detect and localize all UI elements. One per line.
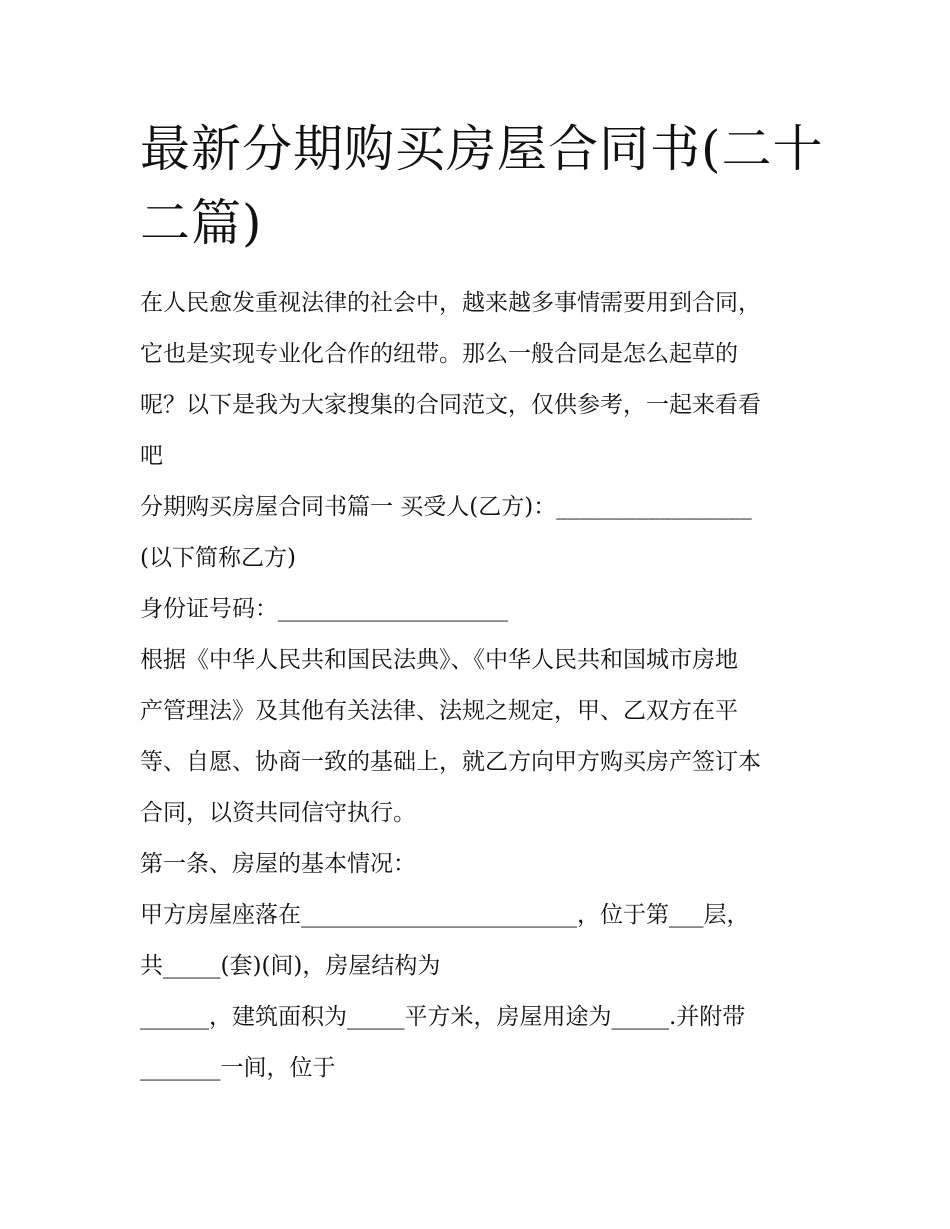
buyer-line: 分期购买房屋合同书篇一 买受人(乙方)：_________________ [140, 494, 752, 520]
document-body [140, 278, 830, 1094]
title-line-2: 二篇) [140, 194, 263, 252]
property-location-line: 甲方房屋座落在________________________，位于第___层， [140, 902, 750, 928]
document-title [140, 112, 830, 260]
article-one-heading: 第一条、房屋的基本情况： [140, 851, 416, 877]
intro-line-4: 吧 [140, 443, 163, 469]
property-area-line: ______，建筑面积为_____平方米，房屋用途为_____.并附带 [140, 1004, 746, 1030]
legal-basis-line-1: 根据《中华人民共和国民法典》、《中华人民共和国城市房地 [140, 647, 738, 673]
intro-line-1: 在人民愈发重视法律的社会中，越来越多事情需要用到合同， [140, 290, 761, 316]
property-units-line: 共_____(套)(间)，房屋结构为 [140, 953, 441, 979]
legal-basis-line-2: 产管理法》及其他有关法律、法规之规定，甲、乙双方在平 [140, 698, 738, 724]
property-annex-line: _______一间，位于 [140, 1055, 336, 1081]
legal-basis-line-3: 等、自愿、协商一致的基础上，就乙方向甲方购买房产签订本 [140, 749, 761, 775]
intro-line-3: 呢？以下是我为大家搜集的合同范文，仅供参考，一起来看看 [140, 392, 761, 418]
id-number-line: 身份证号码：____________________ [140, 596, 508, 622]
title-line-1: 最新分期购买房屋合同书(二十 [140, 120, 824, 178]
buyer-abbrev-line: (以下简称乙方) [140, 545, 296, 571]
legal-basis-line-4: 合同，以资共同信守执行。 [140, 800, 416, 826]
intro-line-2: 它也是实现专业化合作的纽带。那么一般合同是怎么起草的 [140, 341, 738, 367]
